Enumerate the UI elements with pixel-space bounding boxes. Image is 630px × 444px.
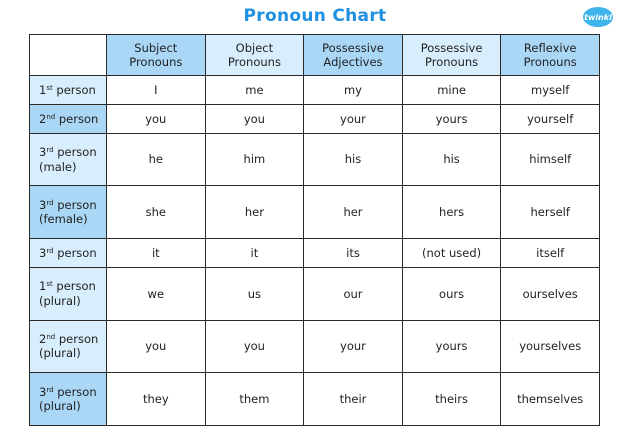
table-cell: him [205, 133, 304, 186]
row-label: person (plural) [39, 384, 97, 414]
table-cell: my [304, 76, 403, 105]
table-row [30, 133, 600, 186]
pronoun-table [29, 34, 600, 426]
row-ordinal-suffix: rd [46, 385, 54, 394]
row-number: 3 [39, 145, 47, 160]
table-cell: it [107, 239, 206, 268]
row-label: person (plural) [39, 332, 99, 361]
row-header [30, 373, 107, 426]
table-cell: itself [501, 239, 600, 268]
row-number: 3 [39, 197, 47, 212]
table-cell: yourselves [501, 320, 600, 373]
header-subject-pronouns: Subject Pronouns [107, 35, 206, 76]
row-number: 2 [39, 111, 47, 126]
row-header [30, 104, 107, 133]
row-number: 2 [39, 332, 47, 347]
header-possessive-adjectives: Possessive Adjectives [304, 35, 403, 76]
table-cell: I [107, 76, 206, 105]
page-title: Pronoun Chart [243, 6, 387, 26]
table-row [30, 186, 600, 239]
table-cell: hers [402, 186, 501, 239]
table-cell: your [304, 104, 403, 133]
table-cell: their [304, 373, 403, 426]
header-possessive-pronouns: Possessive Pronouns [402, 35, 501, 76]
table-cell: yourself [501, 104, 600, 133]
table-cell: me [205, 76, 304, 105]
table-cell: our [304, 267, 403, 320]
table-cell: its [304, 239, 403, 268]
row-label: person (plural) [39, 279, 96, 308]
table-row [30, 104, 600, 133]
table-row [30, 320, 600, 373]
table-cell: you [107, 104, 206, 133]
table-cell: you [107, 320, 206, 373]
table-cell: theirs [402, 373, 501, 426]
row-header [30, 267, 107, 320]
table-cell: himself [501, 133, 600, 186]
table-cell: yours [402, 320, 501, 373]
header-object-pronouns: Object Pronouns [205, 35, 304, 76]
table-row [30, 373, 600, 426]
table-row [30, 76, 600, 105]
table-cell: ours [402, 267, 501, 320]
header-reflexive-pronouns: Reflexive Pronouns [501, 35, 600, 76]
row-header [30, 133, 107, 186]
table-cell: her [304, 186, 403, 239]
row-header [30, 76, 107, 105]
table-cell: (not used) [402, 239, 501, 268]
table-cell: we [107, 267, 206, 320]
row-label: person [56, 82, 96, 97]
table-cell: themselves [501, 373, 600, 426]
header-row [30, 35, 600, 76]
table-cell: ourselves [501, 267, 600, 320]
table-cell: her [205, 186, 304, 239]
row-header [30, 239, 107, 268]
row-header [30, 320, 107, 373]
table-cell: she [107, 186, 206, 239]
header-corner-cell [30, 35, 107, 76]
row-number: 3 [39, 384, 47, 399]
table-cell: myself [501, 76, 600, 105]
row-header [30, 186, 107, 239]
table-cell: mine [402, 76, 501, 105]
row-label: person (female) [39, 197, 97, 227]
table-row [30, 239, 600, 268]
table-cell: your [304, 320, 403, 373]
row-ordinal-suffix: nd [46, 112, 56, 121]
table-cell: us [205, 267, 304, 320]
row-label: person (male) [39, 145, 97, 174]
table-cell: he [107, 133, 206, 186]
row-ordinal-suffix: rd [46, 146, 54, 155]
row-ordinal-suffix: rd [46, 246, 54, 255]
table-cell: they [107, 373, 206, 426]
table-cell: them [205, 373, 304, 426]
table-cell: you [205, 104, 304, 133]
table-cell: herself [501, 186, 600, 239]
table-cell: his [304, 133, 403, 186]
table-cell: his [402, 133, 501, 186]
row-number: 1 [39, 279, 47, 294]
row-number: 1 [39, 82, 47, 97]
row-ordinal-suffix: st [46, 280, 53, 289]
row-ordinal-suffix: nd [46, 333, 56, 342]
row-ordinal-suffix: rd [46, 198, 54, 207]
table-cell: it [205, 239, 304, 268]
row-ordinal-suffix: st [46, 83, 53, 92]
row-label: person [57, 245, 97, 260]
row-number: 3 [39, 245, 47, 260]
table-row [30, 267, 600, 320]
table-cell: yours [402, 104, 501, 133]
twinkl-logo: twinkl [583, 7, 613, 27]
table-cell: you [205, 320, 304, 373]
row-label: person [58, 111, 99, 126]
